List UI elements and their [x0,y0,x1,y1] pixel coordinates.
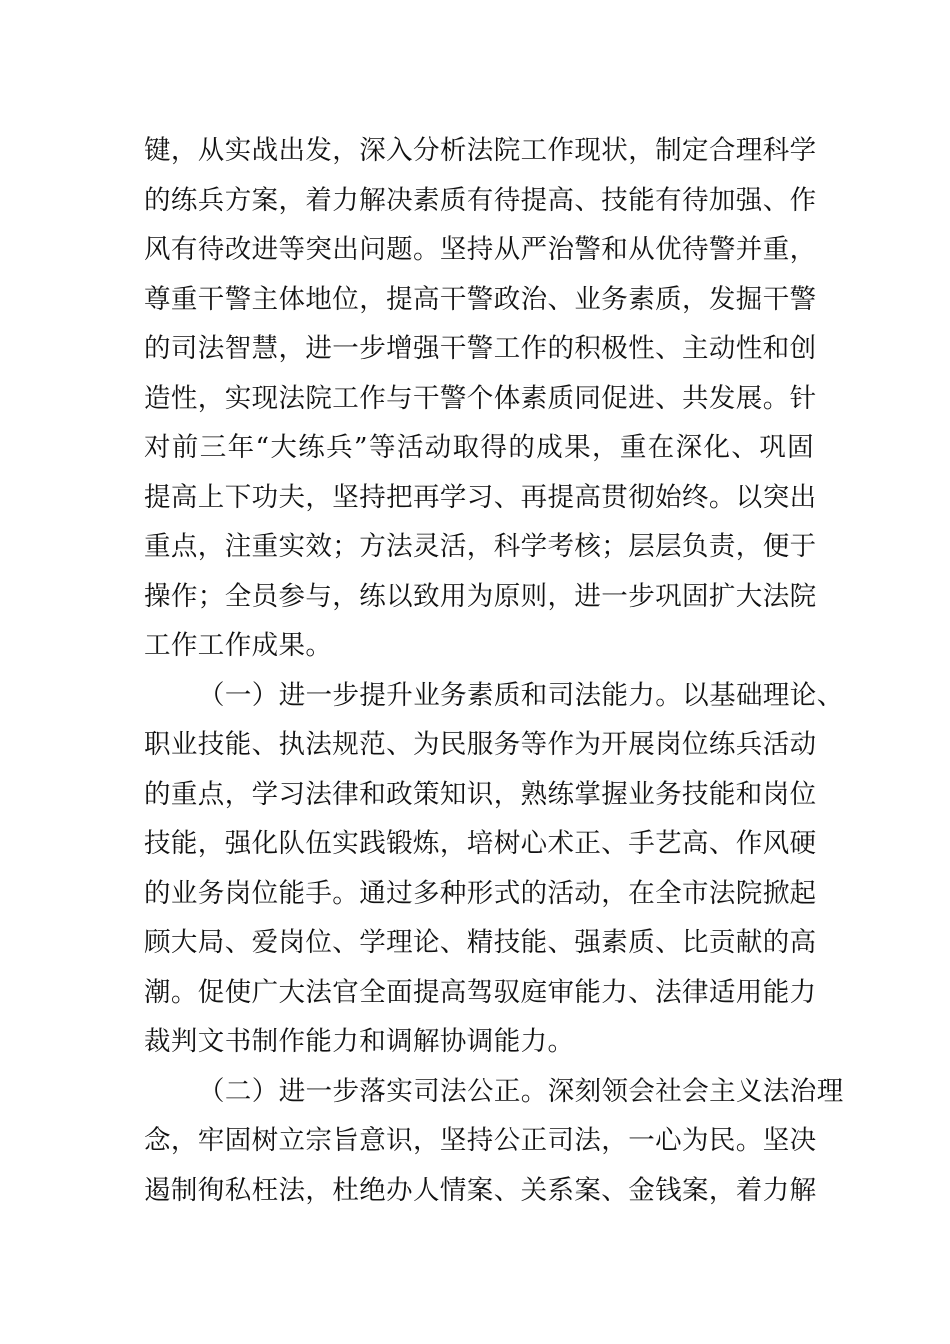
text-line: 重点，注重实效；方法灵活，科学考核；层层负责，便于 [144,531,817,562]
section-heading-line: （二）进一步落实司法公正。深刻领会社会主义法治理 [198,1076,844,1107]
text-line: 键，从实战出发，深入分析法院工作现状，制定合理科学 [144,135,817,166]
text-line: 提高上下功夫，坚持把再学习、再提高贯彻始终。以突出 [144,482,817,513]
text-line: 顾大局、爱岗位、学理论、精技能、强素质、比贡献的高 [144,927,817,958]
text-line: 遏制徇私枉法，杜绝办人情案、关系案、金钱案，着力解 [144,1175,817,1206]
text-line: 的重点，学习法律和政策知识，熟练掌握业务技能和岗位 [144,779,817,810]
text-line: 的练兵方案，着力解决素质有待提高、技能有待加强、作 [144,185,817,216]
section-heading-line: （一）进一步提升业务素质和司法能力。以基础理论、 [198,680,844,711]
text-line: 操作；全员参与，练以致用为原则，进一步巩固扩大法院 [144,581,817,612]
text-line: 的司法智慧，进一步增强干警工作的积极性、主动性和创 [144,333,817,364]
text-line: 的业务岗位能手。通过多种形式的活动，在全市法院掀起 [144,878,817,909]
text-line: 造性，实现法院工作与干警个体素质同促进、共发展。针 [144,383,817,414]
text-line: 工作工作成果。 [144,630,333,661]
text-line: 念，牢固树立宗旨意识，坚持公正司法，一心为民。坚决 [144,1125,817,1156]
text-line: 技能，强化队伍实践锻炼，培树心术正、手艺高、作风硬 [144,828,817,859]
text-line: 尊重干警主体地位，提高干警政治、业务素质，发掘干警 [144,284,817,315]
text-line: 裁判文书制作能力和调解协调能力。 [144,1026,575,1057]
text-line: 职业技能、执法规范、为民服务等作为开展岗位练兵活动 [144,729,817,760]
text-line: 风有待改进等突出问题。坚持从严治警和从优待警并重， [144,234,817,265]
text-line: 对前三年“大练兵”等活动取得的成果，重在深化、巩固 [144,432,814,463]
text-line: 潮。促使广大法官全面提高驾驭庭审能力、法律适用能力 [144,977,817,1008]
